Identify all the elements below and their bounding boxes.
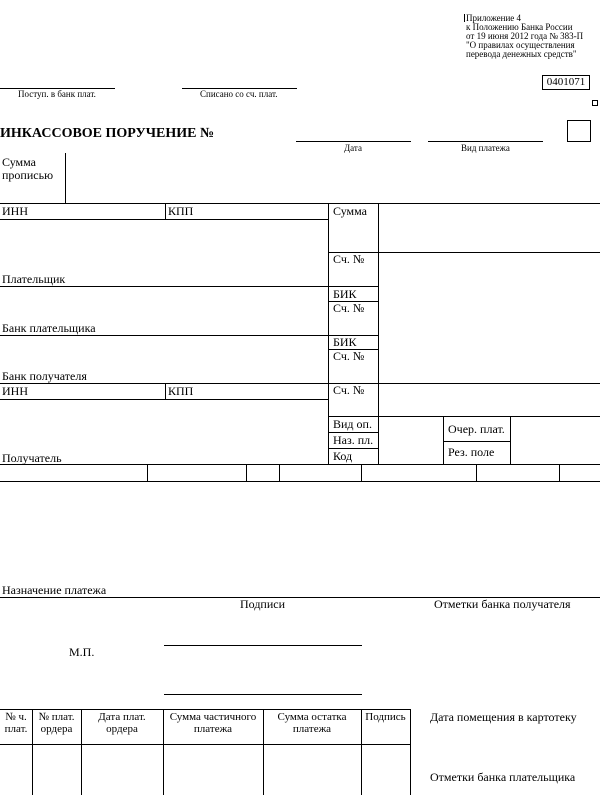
col-line [476, 464, 477, 481]
table-header-cell: Подпись [365, 711, 406, 723]
col4-line1: Сумма частичного [169, 711, 257, 723]
card-date-label: Дата помещения в картотеку [430, 710, 577, 724]
table-header-cell [163, 711, 263, 735]
sum-label: Сумма [333, 204, 367, 218]
row-line [0, 464, 600, 465]
col3-line2: ордера [106, 723, 138, 735]
amount-words-line2: прописью [2, 168, 54, 182]
row-line [0, 203, 600, 204]
payer-bank-account-label: Сч. № [333, 301, 365, 315]
annex-line-3: от 19 июня 2012 года № 383-П [466, 31, 584, 41]
col-line [378, 203, 379, 464]
row-line [0, 335, 378, 336]
payer-kpp-label: КПП [168, 204, 194, 218]
page-title: ИНКАССОВОЕ ПОРУЧЕНИЕ № [0, 126, 215, 141]
col5-line2: платежа [292, 723, 332, 735]
received-label: Поступ. в банк плат. [18, 89, 96, 99]
small-square [592, 100, 598, 106]
recipient-bank-marks-label: Отметки банка получателя [434, 597, 571, 611]
col-line [279, 464, 280, 481]
table-header-cell [263, 711, 361, 735]
row-line [0, 219, 328, 220]
table-header-cell [81, 711, 163, 735]
col5-line1: Сумма остатка [277, 711, 347, 723]
annex-marker [464, 14, 465, 22]
col4-line2: платежа [193, 723, 233, 735]
op-type-label: Вид оп. [333, 417, 372, 431]
payer-inn-label: ИНН [2, 204, 28, 218]
payer-bank-bik-label: БИК [333, 287, 357, 301]
payment-purpose-label: Назначение платежа [2, 583, 107, 597]
col2-line2: ордера [40, 723, 73, 735]
status-box [567, 120, 591, 142]
col-line [246, 464, 247, 481]
recipient-label: Получатель [2, 451, 62, 465]
purpose-code-label: Наз. пл. [333, 433, 374, 447]
recipient-bank-label: Банк получателя [2, 369, 87, 383]
payer-bank-marks-label: Отметки банка плательщика [430, 770, 576, 784]
col-line [559, 464, 560, 481]
col-line [165, 203, 166, 219]
payment-type-line [428, 141, 543, 142]
row-line [0, 481, 600, 482]
signatures-label: Подписи [240, 597, 286, 611]
row-line [0, 286, 378, 287]
col2-line1: № плат. [38, 711, 75, 723]
col-line [443, 416, 444, 464]
date-label: Дата [344, 143, 362, 153]
form-code: 0401071 [542, 75, 590, 90]
annex-line-2: к Положению Банка России [466, 22, 573, 32]
amount-words-line1: Сумма [2, 155, 36, 169]
recipient-bank-bik-label: БИК [333, 335, 357, 349]
annex-line-5: перевода денежных средств" [466, 49, 577, 59]
payment-type-label: Вид платежа [461, 143, 510, 153]
table-header-cell [32, 711, 81, 735]
annex-header [466, 14, 600, 59]
signature-line-2 [164, 694, 362, 695]
recipient-bank-account-label: Сч. № [333, 349, 365, 363]
signature-line-1 [164, 645, 362, 646]
col3-line1: Дата плат. [98, 711, 146, 723]
col1-line2: плат. [4, 723, 28, 735]
code-label: Код [333, 449, 353, 463]
row-line [328, 252, 600, 253]
table-top-line [0, 709, 410, 710]
col-line [328, 203, 329, 464]
col-line [361, 464, 362, 481]
col-line [147, 464, 148, 481]
amount-words-label [2, 156, 53, 182]
stamp-label: М.П. [69, 645, 95, 659]
row-line [443, 441, 510, 442]
recipient-kpp-label: КПП [168, 384, 194, 398]
table-col-line [410, 709, 411, 795]
payer-bank-label: Банк плательщика [2, 321, 96, 335]
debited-label: Списано со сч. плат. [200, 89, 278, 99]
table-header-cell [0, 711, 32, 735]
reserve-label: Рез. поле [448, 445, 495, 459]
queue-label: Очер. плат. [448, 422, 505, 436]
annex-line-4: "О правилах осуществления [466, 40, 575, 50]
recipient-account-label: Сч. № [333, 383, 365, 397]
date-line [296, 141, 411, 142]
amount-words-divider [65, 153, 66, 203]
recipient-inn-label: ИНН [2, 384, 28, 398]
payer-account-label: Сч. № [333, 252, 365, 266]
row-line [0, 383, 600, 384]
col-line [165, 383, 166, 399]
table-header-line [0, 744, 410, 745]
row-line [0, 399, 328, 400]
payer-label: Плательщик [2, 272, 66, 286]
col1-line1: № ч. [5, 711, 27, 723]
annex-line-1: Приложение 4 [466, 13, 522, 23]
col-line [510, 416, 511, 464]
